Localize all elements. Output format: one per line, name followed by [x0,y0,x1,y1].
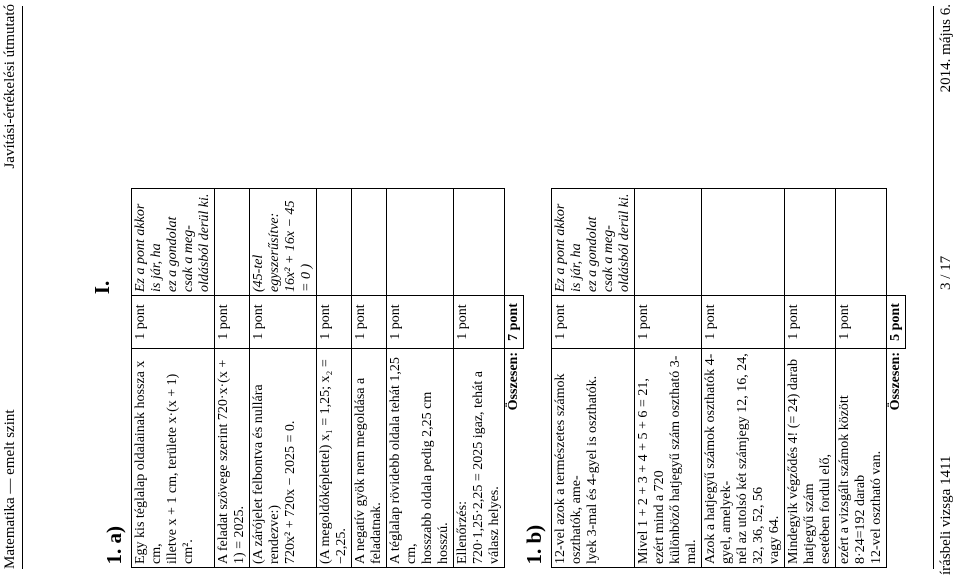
step-points: 1 pont [352,296,387,349]
solution-row [785,189,836,568]
header-rule [22,6,23,569]
solution-step [387,349,454,568]
grading-note [552,189,635,296]
grading-note-line: oldásból derül ki. [197,193,212,292]
footer-date: 2014. május 6. [938,4,954,93]
part-label: 1. a) [102,526,126,565]
solution-row [702,189,785,568]
step-points: 1 pont [250,296,317,349]
step-points: 1 pont [836,296,887,349]
header-subject: Matematika — emelt szint [2,409,18,569]
grading-note [132,189,215,296]
solution-row [352,189,387,568]
total-points: 7 pont [505,296,524,349]
grading-note [785,189,836,296]
solution-step [635,349,702,568]
solution-step [215,349,250,568]
step-points: 1 pont [317,296,352,349]
grading-note [250,189,317,296]
grading-note-line: 16x² + 16x − 45 = 0 ) [283,200,314,292]
grading-note [836,189,887,296]
solution-step-line: Mindegyik végződés 4! (= 24) darab hatjegyű szám [786,358,817,564]
solution-step-line: (A megoldóképlettel) x₁ = 1,25; x₂ = −2,25. [318,359,349,564]
grading-note [635,189,702,296]
solution-step-line: hosszabb oldala pedig 2,25 cm hosszú. [420,391,451,564]
step-points: 1 pont [635,296,702,349]
solution-step [785,349,836,568]
solution-step [250,349,317,568]
footer-exam-code: írásbeli vizsga 1411 [938,455,954,575]
solution-row [454,189,505,568]
solution-step-line: illetve x + 1 cm, területe x·(x + 1) cm². [165,373,196,564]
solution-rows [552,189,887,568]
grading-note-line: ez a gondolat csak a meg- [165,216,196,292]
part-label: 1. b) [522,524,546,565]
grading-note [317,189,352,296]
step-points: 1 pont [552,296,635,349]
step-points: 1 pont [785,296,836,349]
solution-row [250,189,317,568]
grading-note-line: Ez a pont akkor is jár, ha [133,203,164,292]
solution-step [352,349,387,568]
solution-step-line: 720·1,25·2,25 = 2025 igaz, tehát a válasz helyes. [471,371,502,564]
solution-row [836,189,887,568]
solution-step [552,349,635,568]
grading-note [387,189,454,296]
solution-step-line: vagy 64. [767,515,782,564]
footer-rule [933,6,934,569]
solution-step-line: Azok a hatjegyű számok oszthatók 4-gyel, amelyek- [703,353,734,564]
section-title: I. [90,280,114,295]
solution-step [132,349,215,568]
solution-step-line: esetében fordul elő, [818,453,833,564]
step-points: 1 pont [132,296,215,349]
solution-step-line: 720x² + 720x − 2025 = 0. [283,420,298,564]
step-points: 1 pont [387,296,454,349]
grading-note-line: ez a gondolat csak a meg- [585,216,616,292]
grading-note-line: oldásból derül ki. [617,193,632,292]
solution-row [317,189,352,568]
solution-step-line: Ellenőrzés: [455,501,470,564]
solution-step-line: különböző hatjegyű szám osztható 3-mal. [668,355,699,564]
solution-step-line: A feladat szövege szerint 720·x·(x + 1) = 2025. [216,359,247,564]
solution-step [454,349,505,568]
grading-note-line: (45-tel egyszerűsítve: [251,212,282,292]
solution-row [132,189,215,568]
solution-step-line: lyek 3-mal és 4-gyel is oszthatók. [585,375,600,564]
grading-note [702,189,785,296]
grading-note-line: Ez a pont akkor is jár, ha [553,203,584,292]
solution-row [552,189,635,568]
solution-rows [132,189,505,568]
solution-step-line: A téglalap rövidebb oldala tehát 1,25 cm, [388,357,419,564]
step-points: 1 pont [454,296,505,349]
step-points: 1 pont [702,296,785,349]
solution-row [215,189,250,568]
solution-row [387,189,454,568]
footer-page-number: 3 / 17 [938,255,954,290]
solution-step-line: Egy kis téglalap oldalainak hossza x cm, [133,360,164,564]
grading-note [352,189,387,296]
total-label: Összesen: [888,352,903,411]
solution-step [836,349,887,568]
total-label: Összesen: [506,352,521,411]
solution-step-line: (A zárójelet felbontva és nullára rendezve:) [251,384,282,564]
solution-step [317,349,352,568]
solution-step-line: nél az utolsó két számjegy 12, 16, 24, 32, 36, 52, 56 [735,353,766,564]
step-points: 1 pont [215,296,250,349]
solution-step-line: ezért a vizsgált számok között 8·24=192 darab [837,395,868,564]
solution-step [702,349,785,568]
solution-step-line: Mivel 1 + 2 + 3 + 4 + 5 + 6 = 21, ezért mind a 720 [636,378,667,564]
total-points: 5 pont [887,296,906,349]
solution-step-line: 12-vel azok a természetes számok oszthatók, ame- [553,373,584,564]
solution-table-1b [522,188,906,568]
solution-step-line: 12-vel osztható van. [869,450,884,564]
solution-step-line: A negatív gyök nem megoldása a feladatnak. [353,377,384,564]
header-guide-title: Javítási-értékelési útmutató [2,4,18,169]
grading-note [215,189,250,296]
solution-row [635,189,702,568]
grading-note [454,189,505,296]
solution-table-1a [102,188,524,568]
